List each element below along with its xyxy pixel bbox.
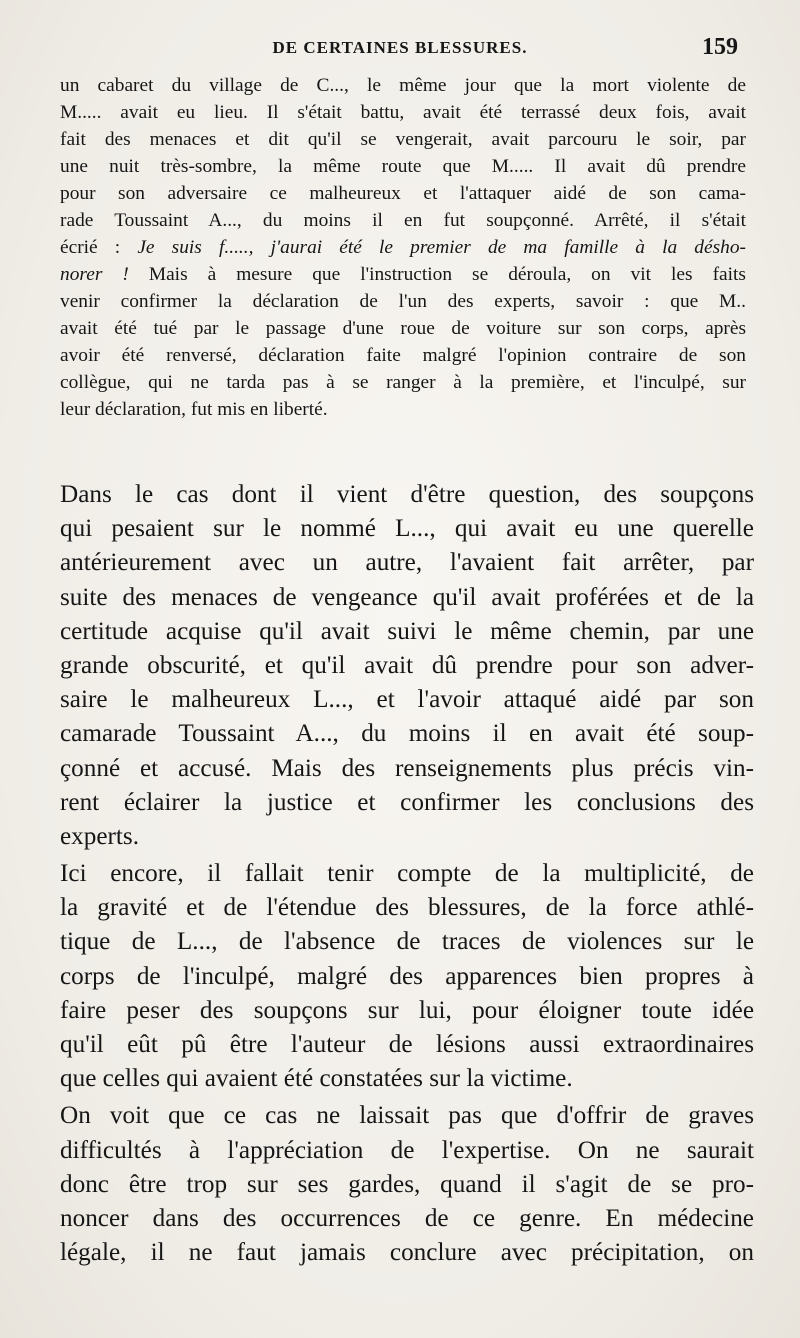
quoted-exclamation-end: norer !	[60, 264, 129, 285]
text-line: noncer dans des occurrences de ce genre. En médecine	[60, 1204, 754, 1232]
text-line: avoir été renversé, déclaration faite malgré l'opinion contraire de son	[60, 345, 746, 366]
text-line: M..... avait eu lieu. Il s'était battu, avait été terrassé deux fois, avait	[60, 102, 746, 123]
page-number: 159	[702, 34, 738, 60]
text-line: que celles qui avaient été constatées sur la victime.	[60, 1065, 573, 1093]
text-line: corps de l'inculpé, malgré des apparences bien propres à	[60, 962, 754, 990]
text-line: la gravité et de l'étendue des blessures, de la force athlé-	[60, 894, 754, 922]
text-line: certitude acquise qu'il avait suivi le même chemin, par une	[60, 617, 754, 645]
text-line: experts.	[60, 822, 140, 850]
text-line: On voit que ce cas ne laissait pas que d'offrir de graves	[60, 1102, 754, 1130]
text-fragment: écrié :	[60, 237, 138, 258]
quoted-exclamation: Je suis f....., j'aurai été le premier de ma famille à la désho-	[137, 237, 746, 258]
text-line-with-quote	[60, 234, 746, 261]
text-fragment: Mais à mesure que l'instruction se déroula, on vit les faits	[128, 264, 746, 285]
text-line: saire le malheureux L..., et l'avoir attaqué aidé par son	[60, 686, 754, 714]
text-line: une nuit très-sombre, la même route que M..... Il avait dû prendre	[60, 156, 746, 177]
text-line: camarade Toussaint A..., du moins il en avait été soup-	[60, 720, 754, 748]
text-line: difficultés à l'appréciation de l'expertise. On ne saurait	[60, 1136, 754, 1164]
text-line: avait été tué par le passage d'une roue de voiture sur son corps, après	[60, 318, 746, 339]
text-line-with-quote	[60, 261, 746, 288]
main-text	[60, 478, 754, 1270]
paragraph	[60, 857, 754, 1096]
text-line: leur déclaration, fut mis en liberté.	[60, 399, 328, 420]
text-line: antérieurement avec un autre, l'avaient fait arrêter, par	[60, 549, 754, 577]
text-line: faire peser des soupçons sur lui, pour éloigner toute idée	[60, 996, 754, 1024]
text-line: rade Toussaint A..., du moins il en fut soupçonné. Arrêté, il s'était	[60, 210, 746, 231]
text-line: suite des menaces de vengeance qu'il avait proférées et de la	[60, 583, 754, 611]
text-line: qu'il eût pû être l'auteur de lésions aussi extraordinaires	[60, 1031, 754, 1058]
text-line: Ici encore, il fallait tenir compte de la multiplicité, de	[60, 860, 754, 888]
text-line: venir confirmer la déclaration de l'un des experts, savoir : que M..	[60, 291, 746, 312]
small-print-paragraph	[60, 72, 746, 423]
text-line: çonné et accusé. Mais des renseignements plus précis vin-	[60, 754, 754, 782]
text-line: donc être trop sur ses gardes, quand il s'agit de se pro-	[60, 1170, 754, 1198]
text-line: qui pesaient sur le nommé L..., qui avait eu une querelle	[60, 515, 754, 543]
paragraph	[60, 1099, 754, 1270]
paragraph	[60, 478, 754, 854]
text-line: collègue, qui ne tarda pas à se ranger à la première, et l'inculpé, sur	[60, 372, 746, 393]
text-line: Dans le cas dont il vient d'être question, des soupçons	[60, 481, 754, 508]
text-line: fait des menaces et dit qu'il se vengerait, avait parcouru le soir, par	[60, 129, 746, 150]
text-line: pour son adversaire ce malheureux et l'attaquer aidé de son cama-	[60, 183, 746, 204]
text-line: grande obscurité, et qu'il avait dû prendre pour son adver-	[60, 651, 754, 679]
running-head	[62, 34, 738, 64]
text-line: tique de L..., de l'absence de traces de violences sur le	[60, 928, 754, 956]
text-line: rent éclairer la justice et confirmer les conclusions des	[60, 788, 754, 816]
running-title: DE CERTAINES BLESSURES.	[272, 38, 528, 57]
text-line: légale, il ne faut jamais conclure avec précipitation, on	[60, 1239, 754, 1267]
text-line: un cabaret du village de C..., le même jour que la mort violente de	[60, 75, 746, 96]
